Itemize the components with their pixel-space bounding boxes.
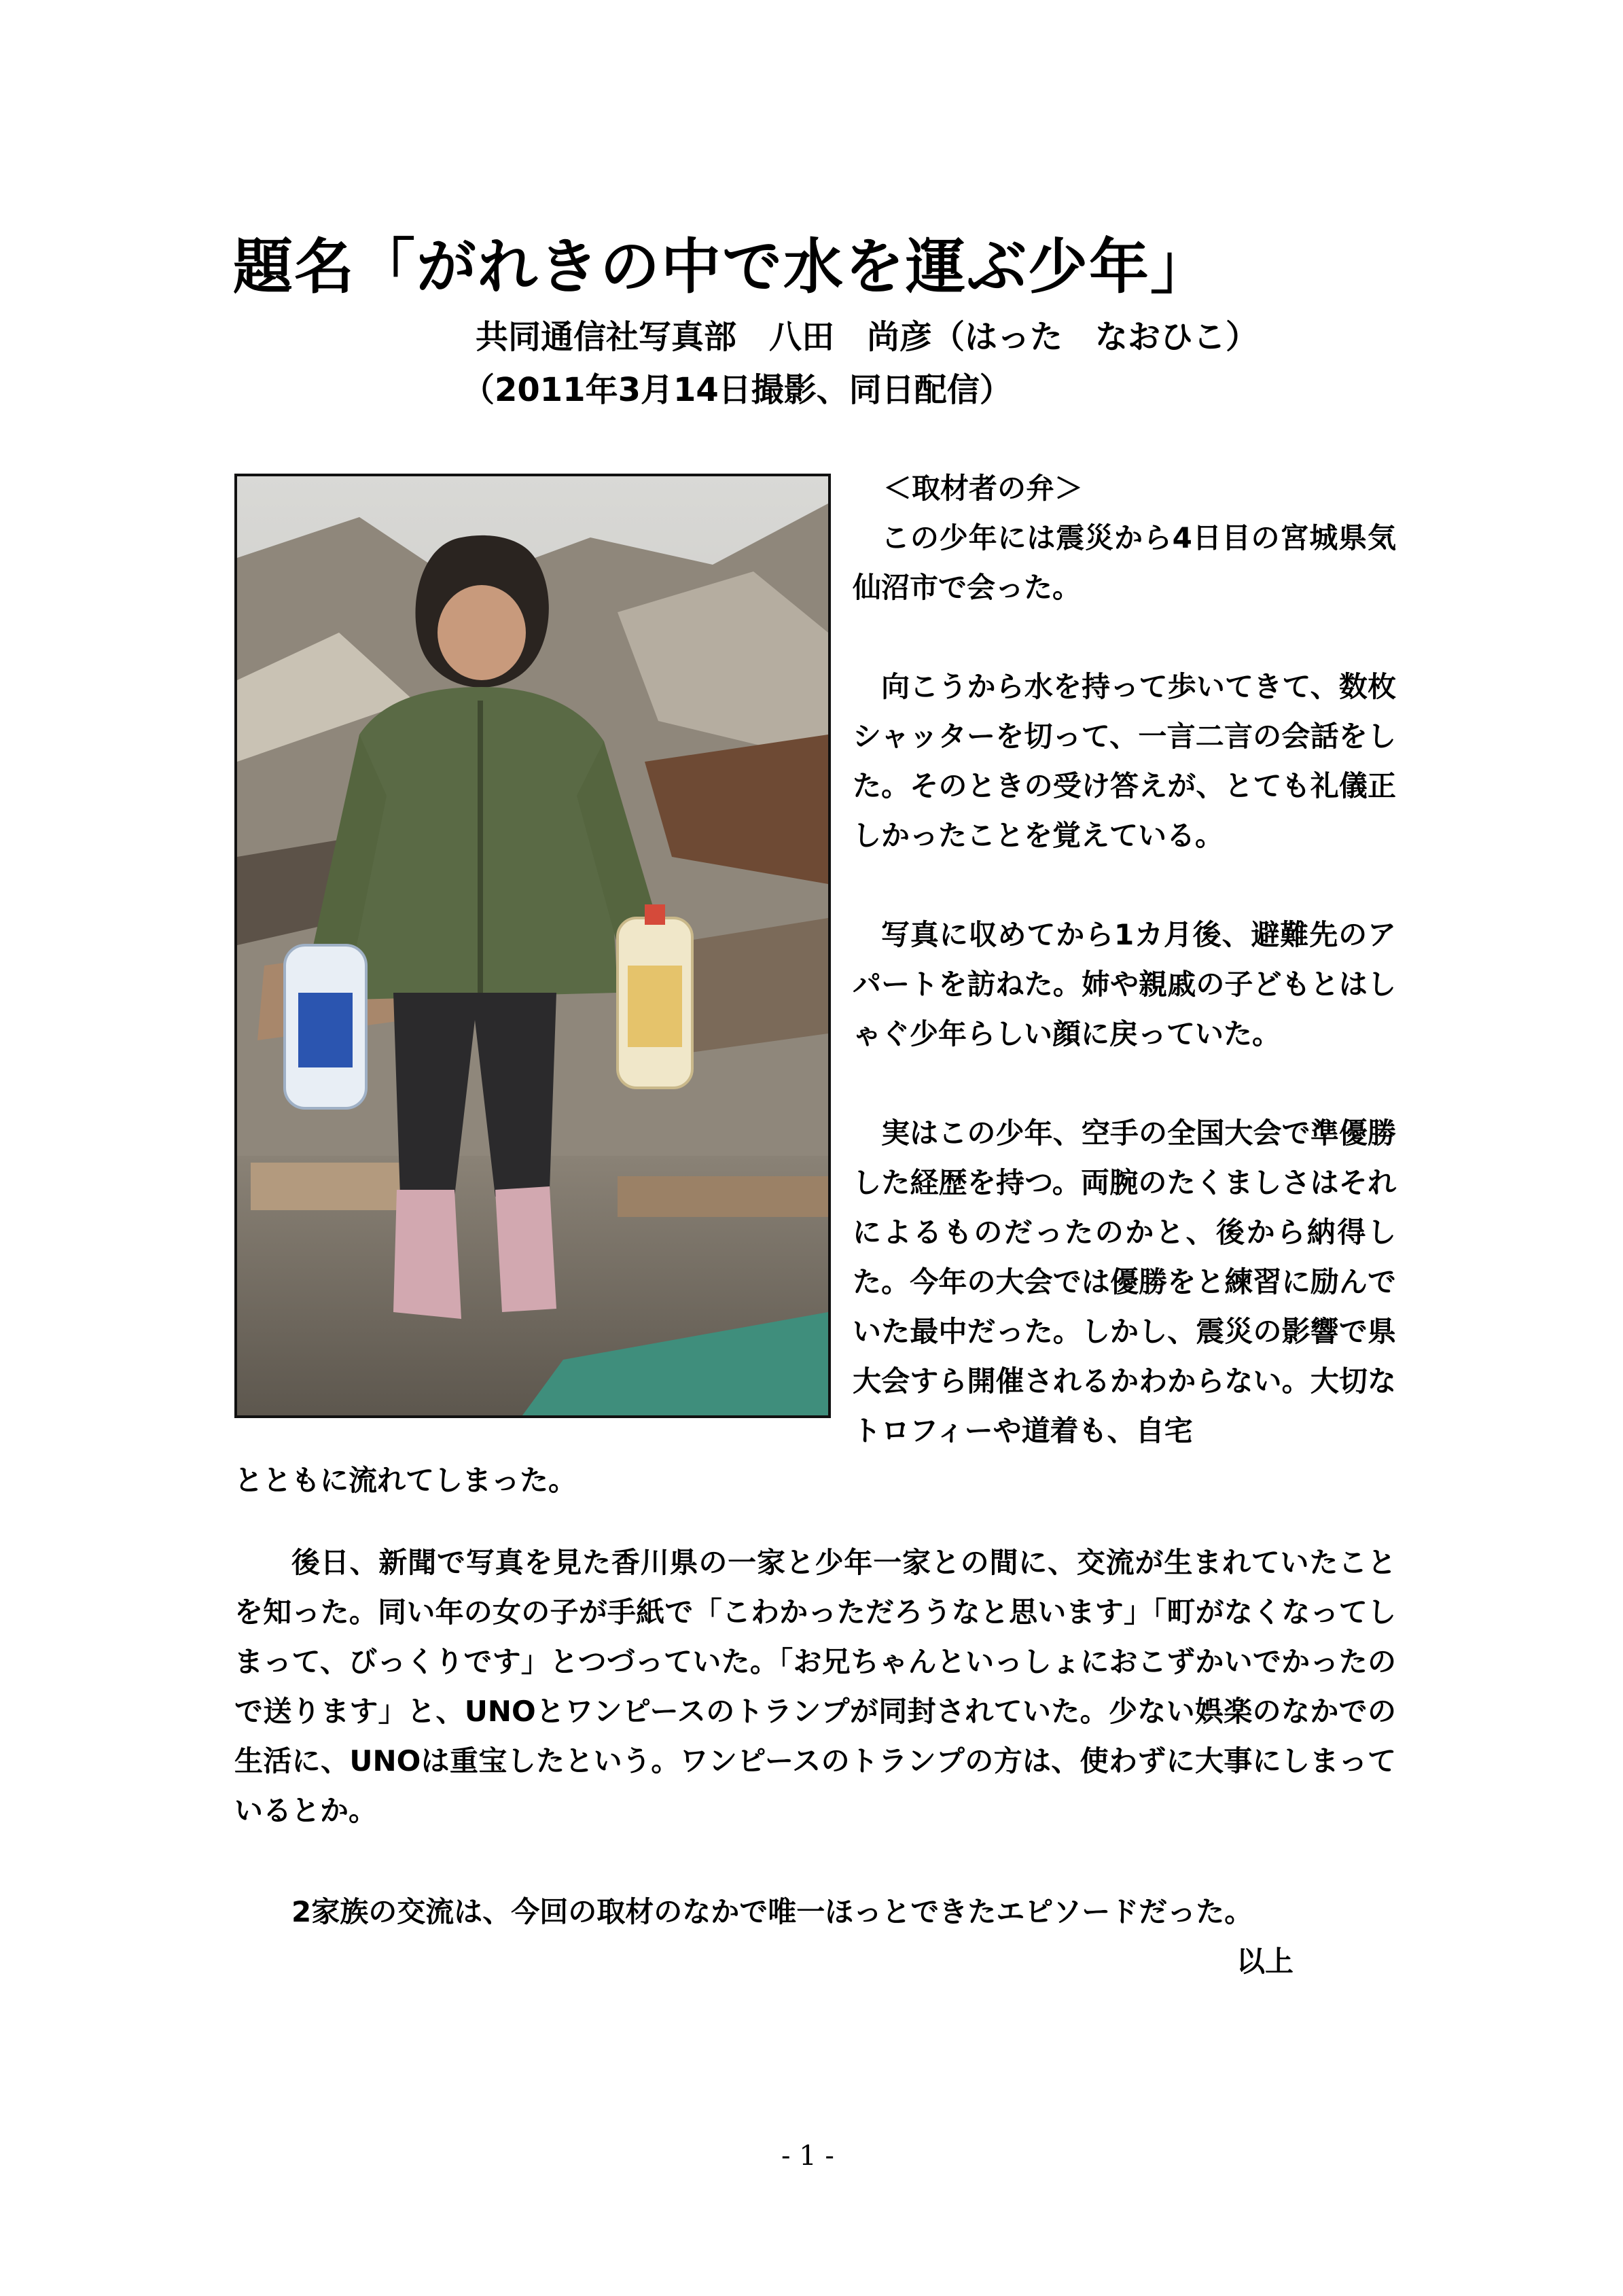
paragraph-visit: 写真に収めてから1カ月後、避難先のアパートを訪ねた。姉や親戚の子どもとはしゃぐ少年らしい顔に戻っていた。: [853, 918, 1396, 1050]
paragraph-karate-tail: とともに流れてしまった。: [234, 1464, 577, 1497]
photo-boy-carrying-water: [234, 474, 831, 1418]
paragraph-meeting: この少年には震災から4日目の宮城県気仙沼市で会った。: [853, 521, 1396, 604]
paragraph-first-encounter: 向こうから水を持って歩いてきて、数枚シャッターを切って、一言二言の会話をした。そのときの受け答えが、とても礼儀正しかったことを覚えている。: [853, 670, 1396, 852]
document-title: 題名「がれきの中で水を運ぶ少年」: [233, 232, 1212, 302]
paragraph-conclusion: 2家族の交流は、今回の取材のなかで唯一ほっとできたエピソードだった。: [291, 1895, 1253, 1928]
page-number: - 1 -: [781, 2140, 834, 2172]
paragraph-karate: 実はこの少年、空手の全国大会で準優勝した経歴を持つ。両腕のたくましさはそれによるものだったのかと、後から納得した。今年の大会では優勝をと練習に励んでいた最中だった。しかし、震災の影響で県大会すら開催されるかわからない。大切なトロフィーや道着も、自宅: [853, 1116, 1396, 1447]
author-line: 共同通信社写真部 八田 尚彦（はった なおひこ）: [476, 318, 1259, 356]
date-line: （2011年3月14日撮影、同日配信）: [462, 371, 1012, 409]
section-heading: ＜取材者の弁＞: [883, 472, 1084, 505]
closing-mark: 以上: [1236, 1945, 1294, 1978]
photo-illustration: [237, 476, 828, 1415]
paragraph-exchange: 後日、新聞で写真を見た香川県の一家と少年一家との間に、交流が生まれていたことを知った。同い年の女の子が手紙で「こわかっただろうなと思います」「町がなくなってしまって、びっくりです」とつづっていた。「お兄ちゃんといっしょにおこずかいでかったので送ります」と、UNOとワンピースのトランプが同封されていた。少ない娯楽のなかでの生活に、UNOは重宝したという。ワンピースのトランプの方は、使わずに大事にしまっているとか。: [234, 1546, 1396, 1827]
